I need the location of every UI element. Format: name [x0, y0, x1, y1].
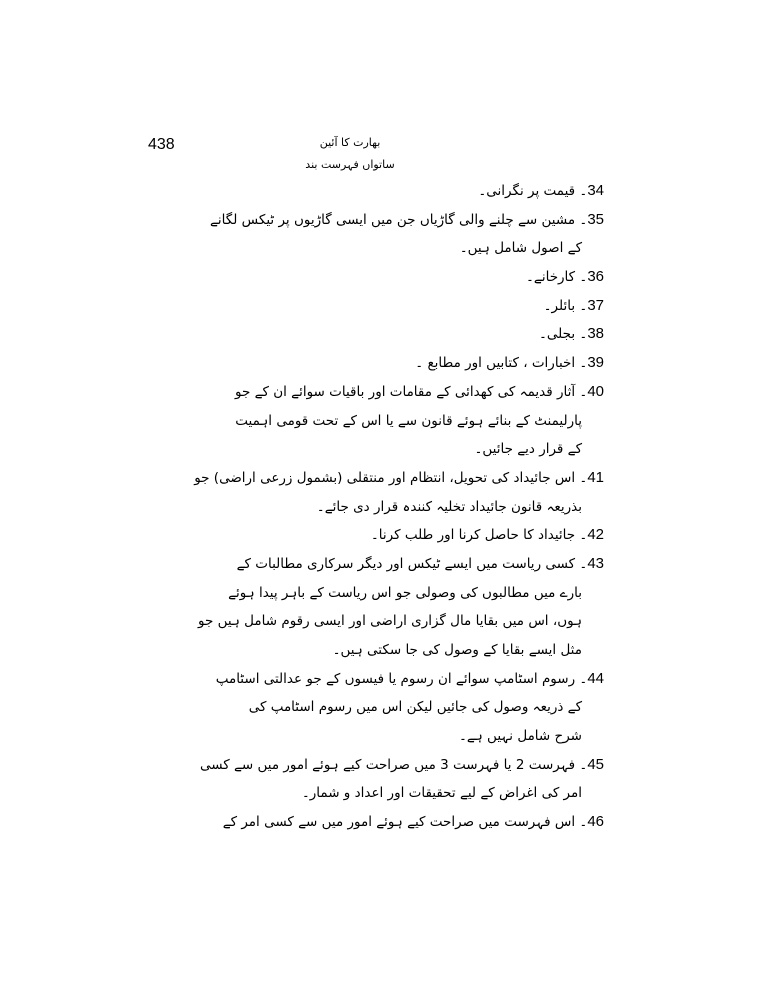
entry-text: امر کی اغراض کے لیے تحقیقات اور اعداد و شمار۔	[301, 785, 582, 802]
entry-continuation-line	[248, 693, 604, 722]
entry-text: بذریعہ قانون جائیداد تخلیہ کنندہ قرار دی جائے۔	[316, 498, 582, 515]
entry-continuation-line	[270, 636, 604, 665]
entry-continuation-line	[198, 607, 604, 636]
entry-line	[270, 292, 604, 321]
entry-line	[215, 665, 604, 694]
header-subtitle: ساتواں فہرست بند	[305, 158, 395, 171]
entry-number: 39	[587, 354, 604, 372]
entry-continuation-line	[270, 493, 604, 522]
entry-continuation-line	[270, 779, 604, 808]
entry-text: کے قرار دیے جائیں۔	[474, 441, 582, 458]
entry-text: کے ذریعہ وصول کی جائیں لیکن اس میں رسوم اسٹامپ کی	[248, 699, 582, 716]
entry-continuation-line	[270, 234, 604, 263]
entries-list	[194, 177, 604, 837]
entry-text: ۔ بائلر۔	[543, 297, 588, 314]
entry-text: کے اصول شامل ہیں۔	[459, 240, 582, 257]
entry-line	[270, 263, 604, 292]
entry-text: مثل ایسے بقایا کے وصول کی جا سکتی ہیں۔	[332, 642, 582, 658]
entry-number: 34	[587, 182, 604, 199]
entry-number: 45	[587, 755, 604, 773]
entry-line	[222, 808, 604, 837]
page-number: 438	[148, 136, 175, 153]
entry-text: ۔ فہرست 2 یا فہرست 3 میں صراحت کیے ہوئے امور میں سے کسی	[199, 756, 588, 773]
entry-number: 37	[587, 296, 604, 314]
entry-number: 42	[587, 526, 604, 544]
entry-text: ۔ قیمت پر نگرانی۔	[478, 183, 588, 199]
entry-text: ۔ اخبارات ، کتابیں اور مطابع ۔	[415, 355, 588, 372]
entry-text: ۔ اس جائیداد کی تحویل، انتظام اور منتقلی (بشمول زرعی اراضی) جو	[194, 469, 588, 486]
entry-text: ۔ بجلی۔	[539, 326, 588, 343]
entry-continuation-line	[270, 722, 604, 751]
entry-continuation-line	[270, 435, 604, 464]
entry-number: 38	[587, 325, 604, 343]
header-title: بھارت کا آئین	[319, 136, 381, 149]
entry-text: ۔ کارخانے۔	[526, 269, 588, 286]
entry-number: 36	[587, 268, 604, 286]
entry-text: ۔ اس فہرست میں صراحت کیے ہوئے امور میں سے کسی امر کے	[222, 814, 588, 831]
entry-line	[270, 349, 604, 378]
entry-text: شرح شامل نہیں ہے۔	[459, 728, 582, 745]
page-header	[300, 132, 400, 176]
entry-text: پارلیمنٹ کے بنائے ہوئے قانون سے یا اس کے تحت قومی اہمیت	[235, 412, 582, 429]
entry-text: ۔ آثار قدیمہ کی کھدائی کے مقامات اور باقیات سوائے ان کے جو	[234, 383, 588, 400]
entry-line	[210, 206, 604, 235]
entry-text: ۔ جائیداد کا حاصل کرنا اور طلب کرنا۔	[370, 527, 588, 544]
entry-number: 46	[587, 813, 604, 831]
entry-text: ہوں، اس میں بقایا مال گزاری اراضی اور ایسی رقوم شامل ہیں جو	[198, 613, 582, 630]
entry-number: 44	[587, 669, 604, 687]
entry-text: ۔ کسی ریاست میں ایسے ٹیکس اور دیگر سرکاری مطالبات کے	[236, 555, 588, 572]
entry-text: ۔ مشین سے چلنے والی گاڑیاں جن میں ایسی گاڑیوں پر ٹیکس لگانے	[210, 211, 588, 228]
entry-line	[270, 177, 604, 206]
entry-text: ۔ رسوم اسٹامپ سوائے ان رسوم یا فیسوں کے جو عدالتی اسٹامپ	[215, 670, 588, 687]
entry-continuation-line	[228, 579, 604, 608]
entry-line	[270, 320, 604, 349]
entry-line	[234, 378, 604, 407]
entry-line	[199, 751, 604, 780]
entry-line	[236, 550, 604, 579]
entry-line	[194, 464, 604, 493]
entry-text: بارے میں مطالبوں کی وصولی جو اس ریاست کے باہر پیدا ہوئے	[228, 584, 582, 601]
entry-number: 41	[587, 468, 604, 486]
entry-number: 40	[587, 382, 604, 400]
entry-number: 35	[587, 210, 604, 228]
entry-continuation-line	[235, 407, 604, 436]
entry-line	[270, 521, 604, 550]
entry-number: 43	[587, 554, 604, 572]
